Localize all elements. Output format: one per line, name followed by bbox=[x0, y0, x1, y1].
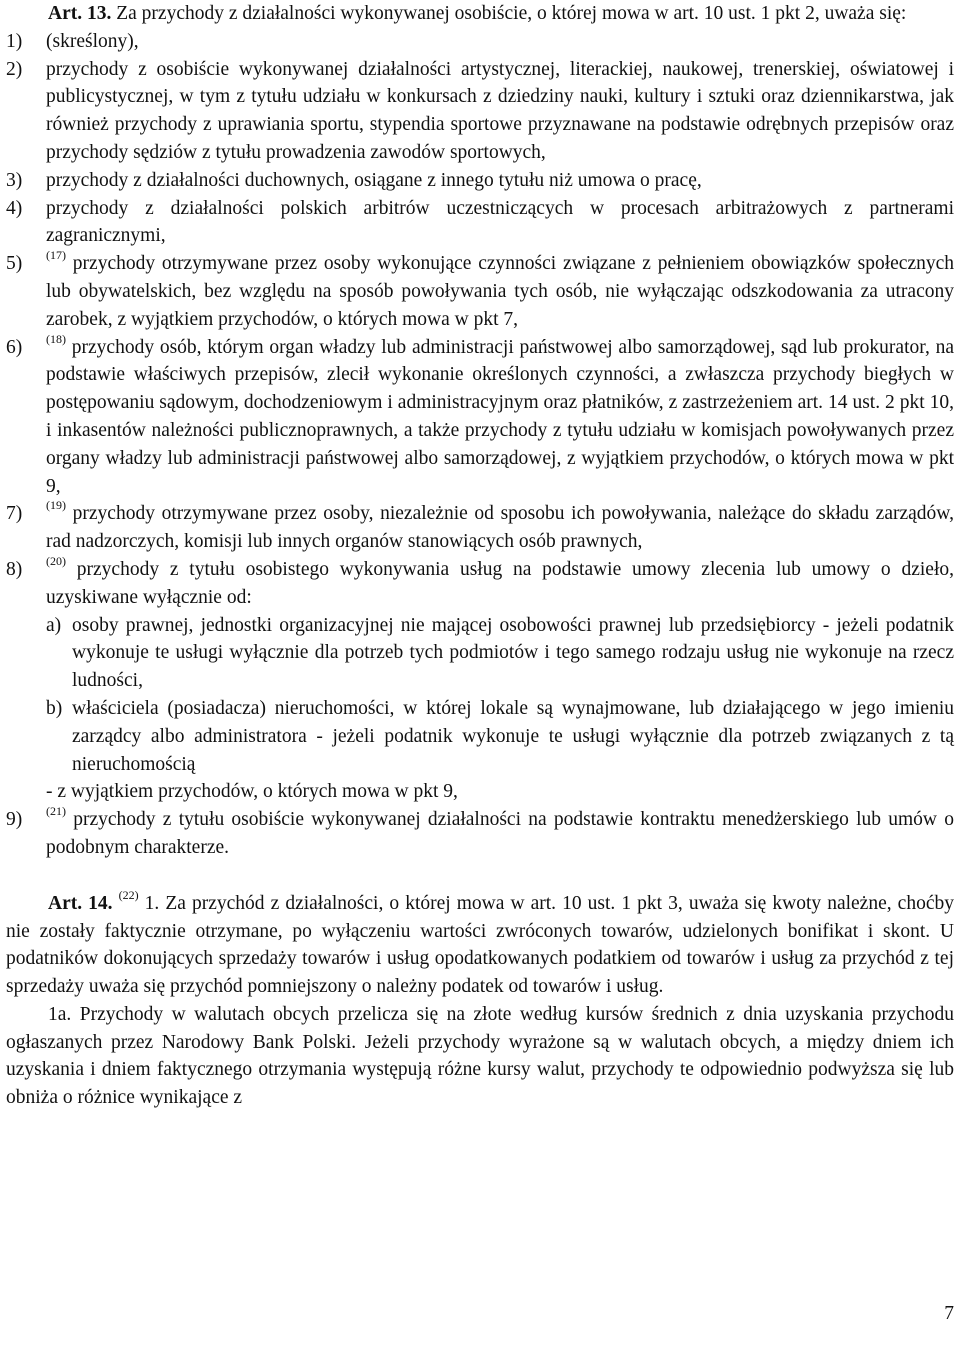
list-item-9 bbox=[6, 806, 954, 862]
item-number: 7) bbox=[6, 503, 23, 525]
footnote-ref: (20) bbox=[46, 553, 66, 568]
art14-p1-text: 1. Za przychód z działalności, o której mowa w art. 10 ust. 1 pkt 3, uważa się kwoty należne, choćby nie zostały faktycznie otrzymane, po wyłączeniu wartości zwróconych towarów, udzielonych bonifikat i skont. U podatników dokonujących sprzedaży towarów i usług opodatkowanych podatkiem od towarów i usług za przychód z tej sprzedaży uważa się przychód pomniejszony o należny podatek od towarów i usług. bbox=[6, 892, 954, 998]
list-item-4 bbox=[6, 195, 954, 251]
item-text: przychody osób, którym organ władzy lub administracji państwowej albo samorządowej, sąd lub prokurator, na podstawie właściwych przepisów, zlecił wykonanie określonych czynności, a zwłaszcza przychody biegłych w postępowaniu sądowym, dochodzeniowym i administracyjnym oraz płatników, z zastrzeżeniem art. 14 ust. 2 pkt 10, i inkasentów należności publicznoprawnych, a także przychody z tytułu udziału w komisjach powoływanych przez organy władzy lub administracji państwowej albo samorządowej, z wyjątkiem przychodów, o których mowa w pkt 9, bbox=[46, 336, 955, 497]
page-number: 7 bbox=[944, 1303, 954, 1324]
item-number: 2) bbox=[6, 58, 23, 80]
sub-item-b bbox=[6, 695, 954, 778]
item-text: (skreślony), bbox=[46, 30, 139, 52]
item-number: 9) bbox=[6, 809, 23, 831]
sub-item-letter: b) bbox=[46, 697, 63, 719]
art14-paragraph-1a: 1a. Przychody w walutach obcych przelicza się na złote według kursów średnich z dnia uzyskania przychodu ogłaszanych przez Narodowy Bank Polski. Jeżeli przychody wyrażone są w walutach obcych, a między dniem ich uzyskania i dniem faktycznego otrzymania występują różne kursy walut, przychody te odpowiednio podwyższa się lub obniża o różnice wynikające z bbox=[6, 1003, 954, 1109]
footnote-ref: (22) bbox=[118, 887, 139, 902]
list-item-7 bbox=[6, 500, 954, 556]
footnote-ref: (18) bbox=[46, 331, 66, 346]
item-text: przychody z tytułu osobistego wykonywania usług na podstawie umowy zlecenia lub umowy o dzieło, uzyskiwane wyłącznie od: bbox=[46, 558, 954, 608]
sub-item-text: osoby prawnej, jednostki organizacyjnej nie mającej osobowości prawnej lub przedsiębiorcy - jeżeli podatnik wykonuje te usługi wyłącznie dla potrzeb tych podmiotów i tego samego rodzaju usług nie wykonuje na rzecz ludności, bbox=[72, 614, 954, 692]
art13-intro bbox=[6, 0, 954, 28]
item-number: 3) bbox=[6, 169, 23, 191]
item-text: przychody z osobiście wykonywanej działalności artystycznej, literackiej, naukowej, trenerskiej, oświatowej i publicystycznej, w tym z tytułu udziału w konkursach z dziedziny nauki, kultury i sztuki oraz dziennikarstwa, jak również przychody z uprawiania sportu, stypendia sportowe przyznawane na podstawie odrębnych przepisów oraz przychody sędziów z tytułu prowadzenia zawodów sportowych, bbox=[46, 58, 954, 163]
item-text: przychody z działalności duchownych, osiągane z innego tytułu niż umowa o pracę, bbox=[46, 169, 702, 191]
item-number: 8) bbox=[6, 558, 23, 580]
list-item-8 bbox=[6, 553, 954, 612]
item-text: przychody z tytułu osobiście wykonywanej działalności na podstawie kontraktu menedżerskiego lub umów o podobnym charakterze. bbox=[46, 809, 955, 858]
item-number: 6) bbox=[6, 336, 23, 358]
list-item-5 bbox=[6, 250, 954, 333]
footnote-ref: (19) bbox=[46, 498, 66, 513]
art13-label: Art. 13. bbox=[48, 3, 112, 24]
sub-item-text: właściciela (posiadacza) nieruchomości, w której lokale są wynajmowane, lub działającego w jego imieniu zarządcy albo administratora - jeżeli podatnik wykonuje te usługi wyłącznie dla potrzeb związanych z tą nieruchomością bbox=[72, 697, 954, 775]
footnote-ref: (21) bbox=[46, 804, 66, 819]
list-item-6 bbox=[6, 331, 955, 501]
item-number: 4) bbox=[6, 197, 23, 219]
item-number: 1) bbox=[6, 30, 23, 52]
footnote-ref: (17) bbox=[46, 248, 66, 263]
item-text: przychody z działalności polskich arbitrów uczestniczących w procesach arbitrażowych z partnerami zagranicznymi, bbox=[46, 197, 954, 247]
art14-paragraph-1 bbox=[6, 887, 954, 1001]
item-text: przychody otrzymywane przez osoby wykonujące czynności związane z pełnieniem obowiązków społecznych lub obywatelskich, bez względu na sposób powoływania tych osób, nie wyłączając odszkodowania za utracony zarobek, z wyjątkiem przychodów, o których mowa w pkt 7, bbox=[46, 253, 955, 330]
list-item-3 bbox=[6, 167, 954, 195]
document-page bbox=[6, 0, 954, 1112]
art14-label: Art. 14. bbox=[48, 892, 113, 914]
item-text: przychody otrzymywane przez osoby, niezależnie od sposobu ich powoływania, należące do składu zarządów, rad nadzorczych, komisji lub innych organów stanowiących osób prawnych, bbox=[46, 503, 954, 553]
item-8-tail: - z wyjątkiem przychodów, o których mowa w pkt 9, bbox=[46, 781, 458, 803]
sub-item-letter: a) bbox=[46, 614, 62, 636]
sub-item-a bbox=[6, 612, 954, 695]
art13-intro-text: Za przychody z działalności wykonywanej osobiście, o której mowa w art. 10 ust. 1 pkt 2, uważa się: bbox=[116, 3, 907, 24]
item-number: 5) bbox=[6, 253, 23, 275]
list-item-1 bbox=[6, 28, 954, 56]
list-item-2 bbox=[6, 56, 954, 167]
